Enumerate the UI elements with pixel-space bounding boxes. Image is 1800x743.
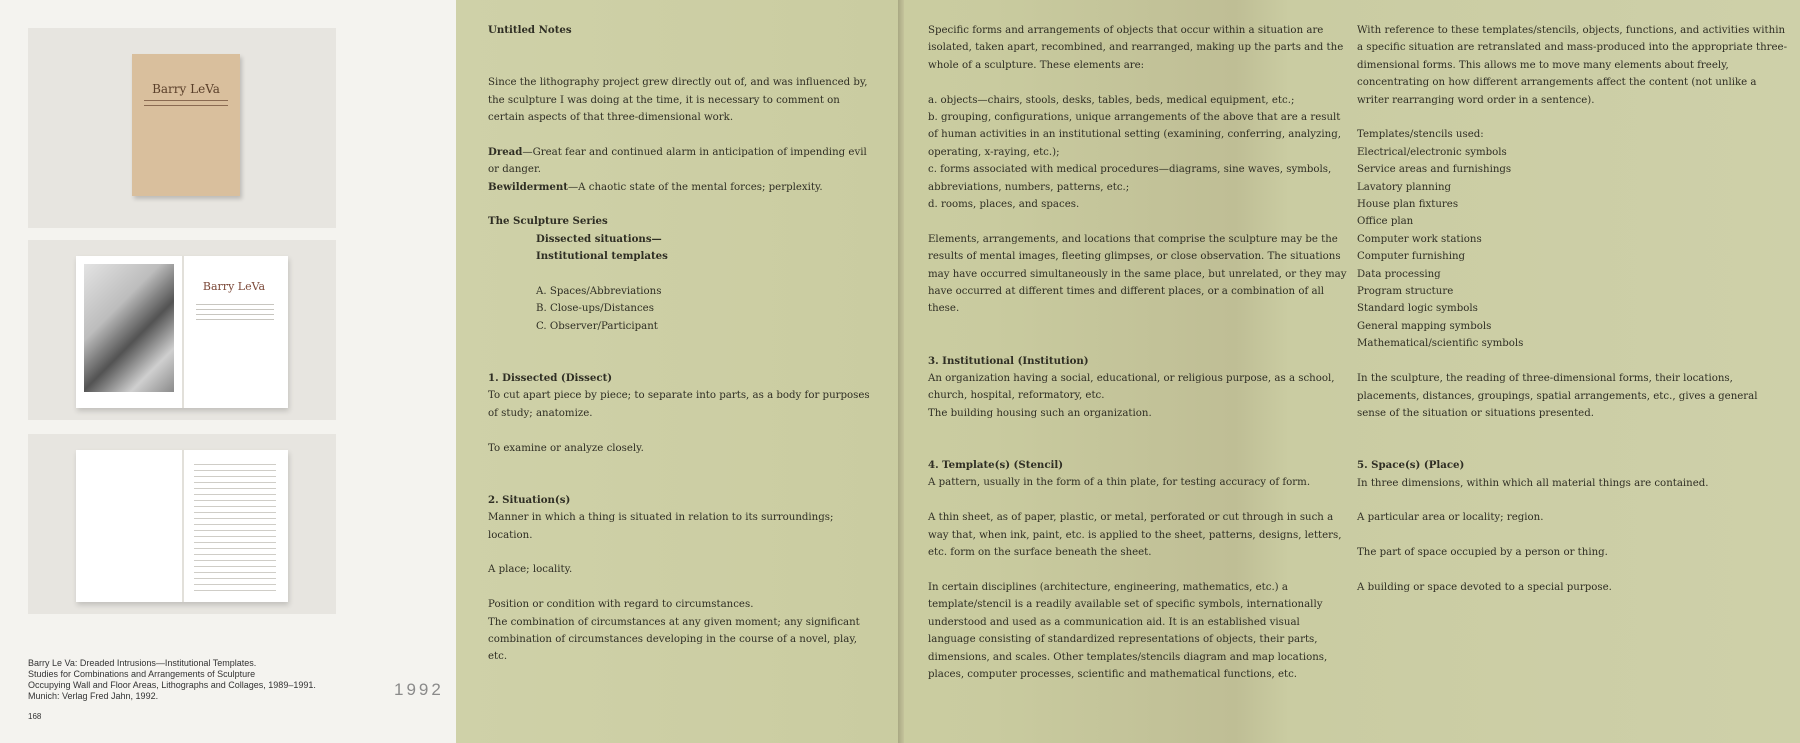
closed-book-cover (132, 54, 240, 196)
text-column-3: With reference to these templates/stencils, objects, functions, and activities within a specific situation are retranslated and mass-produced into the appropriate three-dimensional forms. This allows me to move many elements about freely, concentrating on how different arrangements affect the content (not unlike a writer rearranging word order in a sentence). Templates/stencils used: Electrical/electronic symbols Service areas and furnishings Lavatory planning House plan fixtures Office plan Computer work stations Computer furnishing Data processing Program structure Standard logic symbols General mapping symbols Mathematical/scientific symbols In the sculpture, the reading of three-dimensional forms, their locations, placements, distances, groupings, spatial arrangements, etc., gives a general sense of the situation or situations presented. 5. Space(s) (Place) In three dimensions, within which all material things are contained. A particular area or locality; region. The part of space occupied by a person or thing. A building or space devoted to a special purpose. (1357, 25, 1788, 593)
element-list: a. objects—chairs, stools, desks, tables, beds, medical equipment, etc.; b. grouping, configurations, unique arrangements of the above that are a result of human activities in an institutional setting (examining, conferring, analyzing, operating, x-raying, etc.); c. forms associated with medical procedures—diagrams, sine waves, symbols, abbreviations, numbers, patterns, etc.; d. rooms, places, and spaces. (928, 94, 1341, 211)
year-label: 1992 (394, 680, 444, 699)
section-2: 2. Situation(s) Manner in which a thing is situated in relation to its surroundings; location. (488, 493, 834, 541)
title-page-heading: Barry LeVa (202, 280, 266, 293)
definition-block: Dread—Great fear and continued alarm in anticipation of impending evil or danger. Bewilderment—A chaotic state of the mental forces; perplexity. (488, 145, 867, 193)
photo-closed-book (28, 28, 336, 228)
intro-paragraph: Since the lithography project grew directly out of, and was influenced by, the sculpture I was doing at the time, it is necessary to comment on certain aspects of that three-dimensional work. (488, 77, 868, 123)
notes-title: Untitled Notes (488, 24, 572, 36)
section-1: 1. Dissected (Dissect) To cut apart piece by piece; to separate into parts, as a body for purposes of study; anatomize. (488, 372, 870, 419)
text-column-1: Untitled Notes Since the lithography project grew directly out of, and was influenced by, the sculpture I was doing at the time, it is necessary to comment on certain aspects of that three-dimensional work. Dread—Great fear and continued alarm in anticipation of impending evil or danger. Bewilderment—A chaotic state of the mental forces; perplexity. The Sculpture Series Dissected situations— Institutional templates A. Spaces/Abbreviations B. Close-ups/Distances C. Observer/Participant 1. Dissected (Dissect) To cut apart piece by piece; to separate into parts, as a body for purposes of study; anatomize. To examine or analyze closely. 2. Situation(s) Manner in which a thing is situated in relation to its surroundings; location. A place; locality. Position or condition with regard to circumstances. The combination of circumstances at any given moment; any significant combination of circumstances developing in the course of a novel, play, etc. (488, 22, 878, 683)
section-4: 4. Template(s) (Stencil) A pattern, usually in the form of a thin plate, for testing accuracy of form. (928, 459, 1311, 489)
cover-title: Barry LeVa (152, 82, 220, 96)
templates-list: Templates/stencils used: Electrical/electronic symbols Service areas and furnishings Lavatory planning House plan fixtures Office plan Computer work stations Computer furnishing Data processing Program structure Standard logic symbols General mapping symbols Mathematical/scientific symbols (1357, 129, 1524, 350)
open-book-text-spread (76, 450, 288, 602)
page-number: 168 (28, 712, 42, 721)
series-list: A. Spaces/Abbreviations B. Close-ups/Distances C. Observer/Participant (536, 286, 662, 332)
section-3: 3. Institutional (Institution) An organization having a social, educational, or religious purpose, as a school, church, hospital, reformatory, etc. The building housing such an organization. (928, 354, 1335, 419)
section-5: 5. Space(s) (Place) In three dimensions, within which all material things are contained. (1357, 459, 1709, 489)
photo-open-book-text (28, 434, 336, 614)
photo-caption: Barry Le Va: Dreaded Intrusions—Institutional Templates. Studies for Combinations and Arrangements of Sculpture Occupying Wall and Floor Areas, Lithographs and Collages, 1989–1991. Munich: Verlag Fred Jahn, 1992. (28, 658, 316, 701)
open-book-title-spread (76, 256, 288, 408)
artist-portrait-image (84, 264, 174, 392)
left-page (0, 0, 456, 743)
series-block: The Sculpture Series Dissected situations— Institutional templates (488, 215, 668, 263)
photo-open-book-portrait (28, 240, 336, 420)
text-column-2: Specific forms and arrangements of objects that occur within a situation are isolated, taken apart, recombined, and rearranged, making up the parts and the whole of a sculpture. These elements are: a. objects—chairs, stools, desks, tables, beds, medical equipment, etc.; b. grouping, configurations, unique arrangements of the above that are a result of human activities in an institutional setting (examining, conferring, analyzing, operating, x-raying, etc.); c. forms associated with medical procedures—diagrams, sine waves, symbols, abbreviations, numbers, patterns, etc.; d. rooms, places, and spaces. Elements, arrangements, and locations that comprise the sculpture may be the results of mental images, fleeting glimpses, or close observation. The situations may have occurred simultaneously in the same place, but unrelated, or they may have occurred at different times and different places, or a combination of all these. 3. Institutional (Institution) An organization having a social, educational, or religious purpose, as a school, church, hospital, reformatory, etc. The building housing such an organization. 4. Template(s) (Stencil) A pattern, usually in the form of a thin plate, for testing accuracy of form. A thin sheet, as of paper, plastic, or metal, perforated or cut through in such a way that, when ink, paint, etc. is applied to the sheet, patterns, designs, letters, etc. form on the surface beneath the sheet. In certain disciplines (architecture, engineering, mathematics, etc.) a template/stencil is a readily available set of specific symbols, internationally understood and used as a communication aid. It is an established visual language consisting of standardized representations of objects, their parts, dimensions, and scales. Other templates/stencils diagram and map locations, places, computer processes, scientific and mathematical functions, etc. (928, 25, 1347, 680)
gutter-fold (898, 0, 904, 743)
